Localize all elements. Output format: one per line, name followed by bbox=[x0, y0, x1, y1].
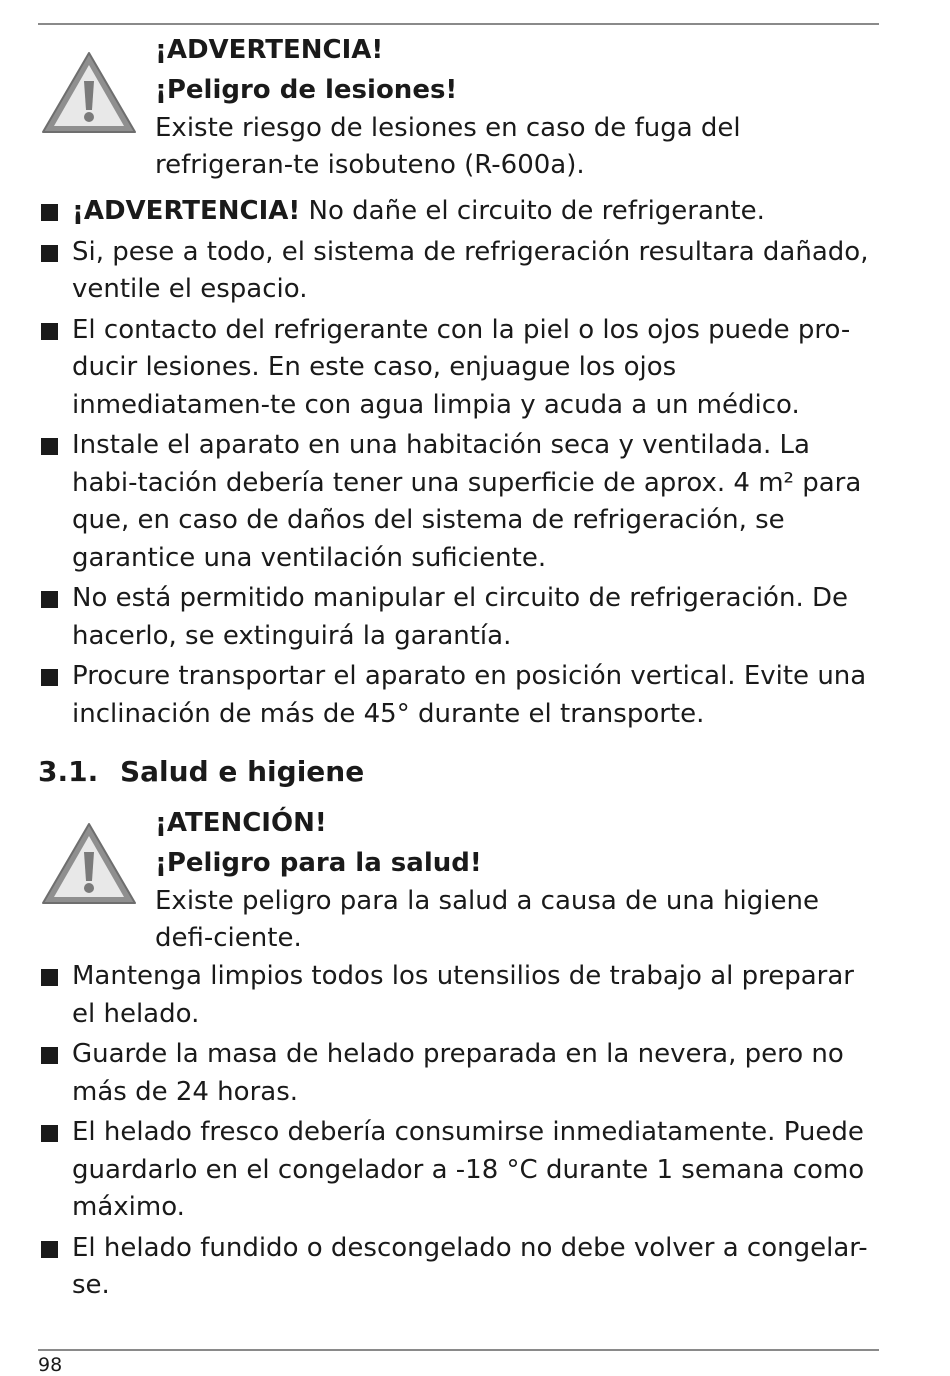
bullet-square-icon bbox=[41, 323, 58, 340]
list-item bbox=[38, 1230, 879, 1305]
list-item bbox=[38, 658, 879, 733]
list-item bbox=[38, 427, 879, 577]
top-rule bbox=[38, 23, 879, 25]
bullet-square-icon bbox=[41, 245, 58, 262]
list-item-text: Guarde la masa de helado preparada en la nevera, pero no más de 24 horas. bbox=[72, 1039, 844, 1107]
section-title: Salud e higiene bbox=[120, 755, 365, 788]
list-item-strong: ¡ADVERTENCIA! bbox=[72, 196, 301, 226]
list-item bbox=[38, 1114, 879, 1227]
warning-block-injury bbox=[38, 30, 879, 184]
list-item-text: Si, pese a todo, el sistema de refrigeración resultara dañado, ventile el espacio. bbox=[72, 236, 869, 304]
warning-title: ¡ATENCIÓN! bbox=[155, 808, 327, 838]
warning-body: Existe peligro para la salud a causa de una higiene defi-ciente. bbox=[155, 886, 819, 953]
list-item bbox=[38, 1036, 879, 1111]
bullet-square-icon bbox=[41, 204, 58, 221]
list-item-text: El contacto del refrigerante con la piel o los ojos puede pro-ducir lesiones. En este caso, enjuague los ojos inmediatamen-te con agua limpia y acuda a un médico. bbox=[72, 314, 851, 420]
warning-block-health bbox=[38, 803, 879, 957]
list-item-text: Mantenga limpios todos los utensilios de trabajo al preparar el helado. bbox=[72, 961, 854, 1029]
list-item-text: El helado fresco debería consumirse inmediatamente. Puede guardarlo en el congelador a -18 °C durante 1 semana como máximo. bbox=[72, 1117, 865, 1222]
list-item bbox=[38, 580, 879, 655]
warning-triangle-icon bbox=[40, 821, 138, 907]
list-item bbox=[38, 312, 879, 425]
section-heading bbox=[38, 752, 364, 792]
bullet-square-icon bbox=[41, 969, 58, 986]
list-item bbox=[38, 958, 879, 1033]
safety-list bbox=[38, 193, 879, 736]
bullet-square-icon bbox=[41, 1125, 58, 1142]
bullet-square-icon bbox=[41, 438, 58, 455]
list-item-text: El helado fundido o descongelado no debe volver a congelar-se. bbox=[72, 1232, 868, 1300]
hygiene-list bbox=[38, 958, 879, 1308]
page-number: 98 bbox=[38, 1354, 63, 1376]
section-number: 3.1. bbox=[38, 755, 99, 788]
warning-title: ¡ADVERTENCIA! bbox=[155, 35, 384, 65]
list-item-text: Procure transportar el aparato en posición vertical. Evite una inclinación de más de 45° durante el transporte. bbox=[72, 661, 867, 729]
list-item bbox=[38, 193, 879, 231]
bullet-square-icon bbox=[41, 669, 58, 686]
warning-triangle-icon bbox=[40, 50, 138, 136]
bullet-square-icon bbox=[41, 591, 58, 608]
bullet-square-icon bbox=[41, 1241, 58, 1258]
list-item bbox=[38, 234, 879, 309]
list-item-text: Instale el aparato en una habitación seca y ventilada. La habi-tación debería tener una superficie de aprox. 4 m² para que, en caso de daños del sistema de refrigeración, se garantice una ventilación suficiente. bbox=[72, 430, 862, 573]
warning-subtitle: ¡Peligro de lesiones! bbox=[155, 75, 458, 105]
bottom-rule bbox=[38, 1349, 879, 1351]
list-item-text: No dañe el circuito de refrigerante. bbox=[300, 196, 765, 226]
warning-body: Existe riesgo de lesiones en caso de fuga del refrigeran-te isobuteno (R-600a). bbox=[155, 113, 741, 180]
bullet-square-icon bbox=[41, 1047, 58, 1064]
warning-subtitle: ¡Peligro para la salud! bbox=[155, 848, 482, 878]
list-item-text: No está permitido manipular el circuito de refrigeración. De hacerlo, se extinguirá la garantía. bbox=[72, 583, 848, 651]
